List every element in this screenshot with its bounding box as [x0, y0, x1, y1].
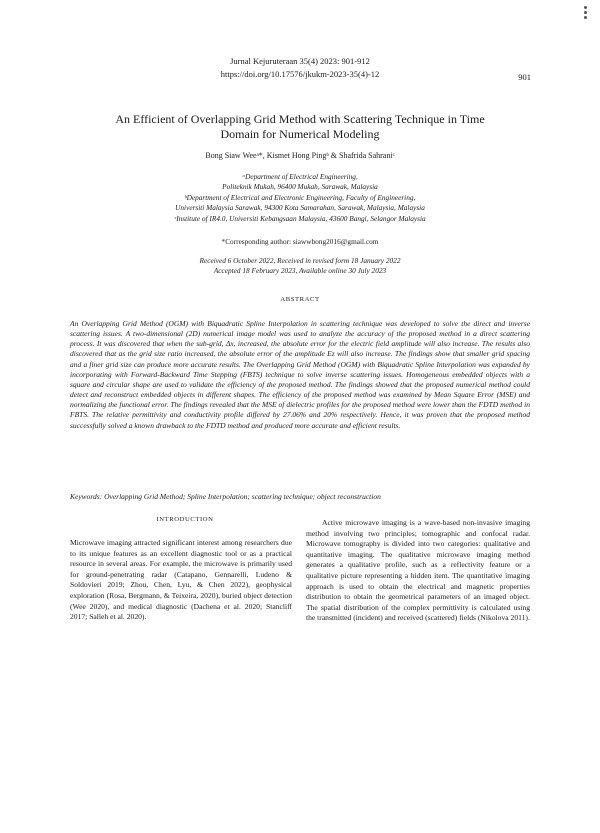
abstract-text: An Overlapping Grid Method (OGM) with Biquadratic Spline Interpolation in scattering technique was developed to solve the direct and inverse scattering issues. A two-dimensional (2D) numerical image model was used to analyze the accuracy of the proposed method in a direct scattering process. It was discovered that when the sub-grid, Δx, increased, the absolute error for the electric field amplitude will also increase. The results also discovered that as the grid size ratio increased, the absolute error of the amplitude Ez will also increase. The findings show that smaller grid spacing and a finer grid size can produce more accurate results. The Overlapping Grid Method (OGM) with Biquadratic Spline Interpolation was expanded by incorporating with Forward-Backward Time Stepping (FBTS) technique to solve inverse scattering issues. Homogeneous embedded objects with a square and circular shape are used to validate the efficiency of the proposed method. The findings showed that the proposed numerical method could detect and reconstruct embedded objects in different shapes. The efficiency of the proposed method was examined by Mean Square Error (MSE) and normalizing the functional error. The findings revealed that the MSE of dielectric profiles for the proposed method were lower than the FDTD method in FBTS. The relative permittivity and conductivity profile differed by 27.06% and 20% respectively. Hence, it was proven that the proposed method successfully solved a known drawback to the FDTD method and produced more accurate and efficient results.: [70, 319, 530, 430]
affiliations: [0, 172, 600, 224]
affiliation-line: ᵃDepartment of Electrical Engineering,: [242, 172, 358, 181]
article-dates: [0, 256, 600, 276]
page-number: 901: [518, 72, 531, 82]
date-line: Accepted 18 February 2023, Available online 30 July 2023: [213, 266, 387, 275]
paragraph: Microwave imaging attracted significant interest among researchers due to its unique features as an excellent diagnostic tool or as a practical resource in several areas. For example, the microwave is primarily used for ground-penetrating radar (Catapano, Gennarelli, Ludeno & Soldovieri 2019; Zhou, Chen, Lyu, & Chen 2022), geophysical exploration (Rosa, Bergmann, & Teixeira, 2020), buried object detection (Wee 2020), and medical diagnostic (Dachena et al. 2020; Stancliff 2017; Salleh et al. 2020).: [70, 538, 292, 622]
affiliation-line: Universiti Malaysia Sarawak, 94300 Kota Samarahan, Sarawak, Malaysia, Malaysia: [175, 203, 425, 213]
author-list: Bong Siaw Weeᵃ*, Kismet Hong Pingᵇ & Shafrida Sahraniᶜ: [205, 151, 395, 160]
affiliation-line: ᶜInstitute of IR4.0, Universiti Kebangsaan Malaysia, 43600 Bangi, Selangor Malaysia: [174, 213, 426, 223]
more-options-icon[interactable]: [580, 4, 590, 21]
journal-name: Jurnal Kejuruteraan 35(4) 2023: 901-912: [230, 56, 370, 66]
affiliation-line: Politeknik Mukah, 96400 Mukah, Sarawak, Malaysia: [222, 182, 378, 192]
keywords: Keywords: Overlapping Grid Method; Spline Interpolation; scattering technique; object reconstruction: [70, 492, 381, 501]
corresponding-author: *Corresponding author: siawwbong2016@gmail.com: [221, 237, 379, 246]
body-column-left: [70, 538, 292, 623]
doi-link[interactable]: https://doi.org/10.17576/jkukm-2023-35(4)-12: [220, 69, 380, 79]
body-column-right: [306, 518, 530, 624]
date-line: Received 6 October 2022, Received in revised form 18 January 2022: [199, 256, 401, 265]
introduction-heading: INTRODUCTION: [156, 516, 214, 523]
paragraph: Active microwave imaging is a wave-based non-invasive imaging method involving two principles; tomographic and confocal radar. Microwave tomography is divided into two categories: qualitative and quantitative imaging. The qualitative microwave imaging method generates a qualitative profile, such as a reflectivity feature or a qualitative picture representing a hidden item. The quantitative imaging approach is used to obtain the electrical and magnetic properties distribution to obtain the geometrical parameters of an imaged object. The spatial distribution of the complex permittivity is calculated using the transmitted (incident) and received (scattered) fields (Nikolova 2011).: [306, 518, 530, 623]
paper-title: An Efficient of Overlapping Grid Method with Scattering Technique in Time Domain for Numerical Modeling: [115, 112, 485, 141]
abstract-heading: ABSTRACT: [280, 296, 320, 303]
affiliation-line: ᵇDepartment of Electrical and Electronic Engineering, Faculty of Engineering,: [184, 192, 416, 202]
